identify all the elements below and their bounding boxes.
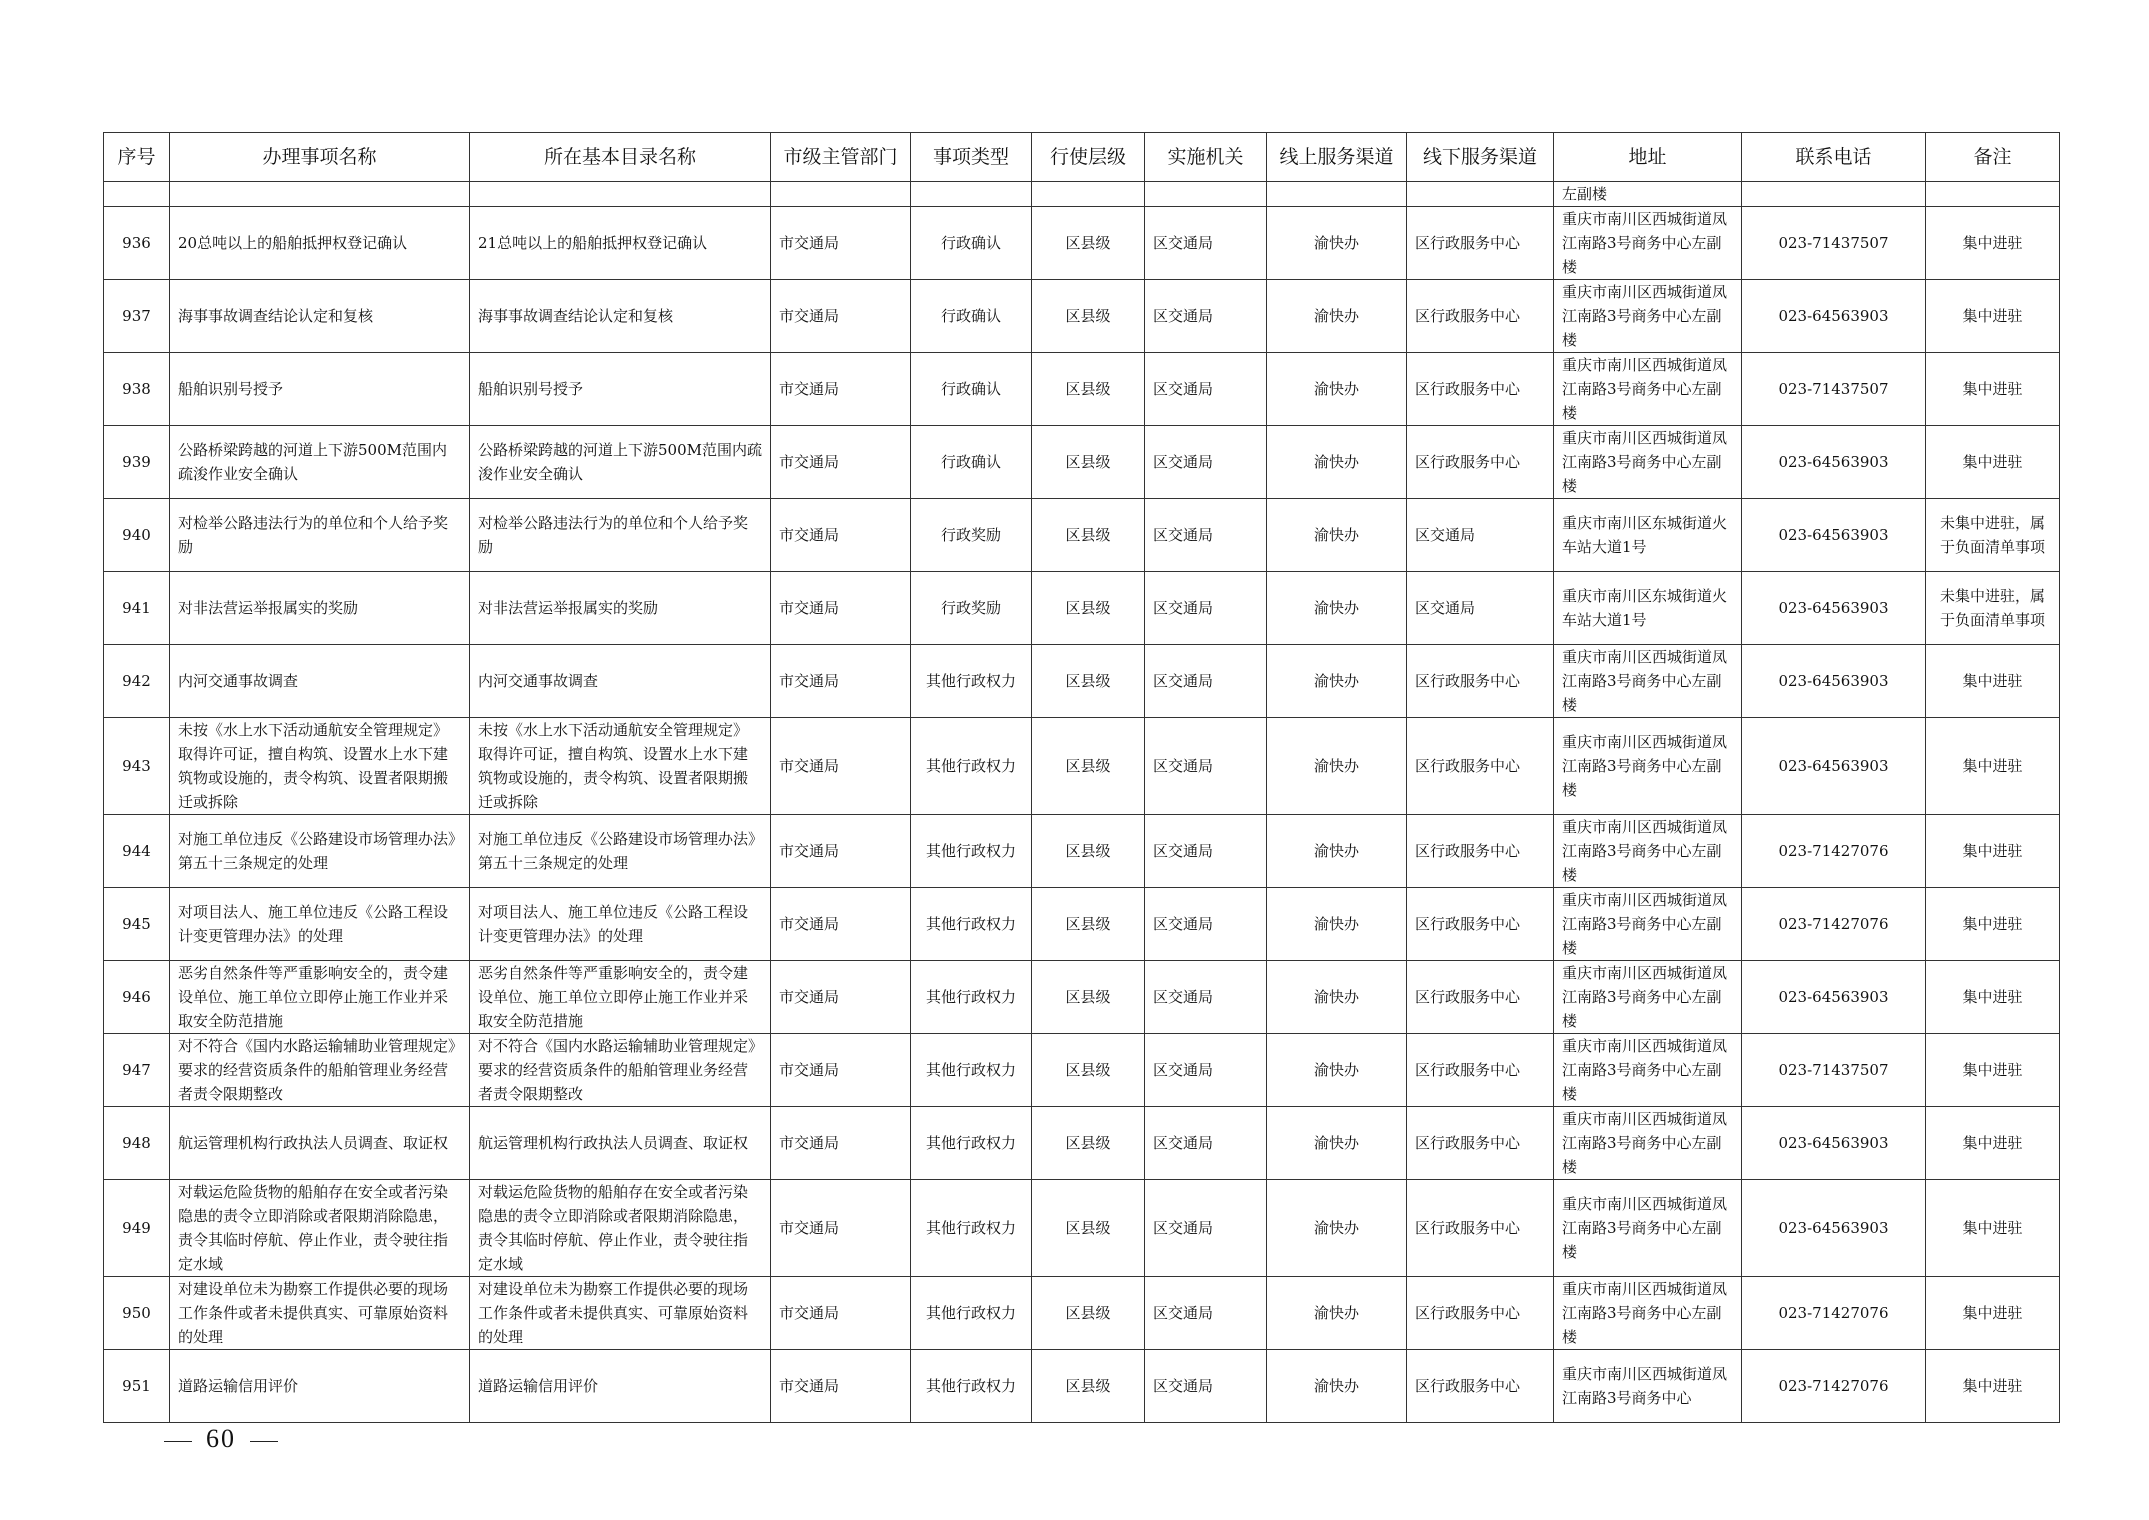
item-type-cell: 其他行政权力 bbox=[911, 1034, 1032, 1107]
table-row bbox=[104, 888, 2060, 961]
row-number-cell: 951 bbox=[104, 1350, 170, 1423]
table-row bbox=[104, 280, 2060, 353]
online-channel-cell: 渝快办 bbox=[1267, 1034, 1407, 1107]
item-name-cell: 未按《水上水下活动通航安全管理规定》取得许可证，擅自构筑、设置水上水下建筑物或设施的，责令构筑、设置者限期搬迁或拆除 bbox=[170, 718, 470, 815]
online-channel-cell: 渝快办 bbox=[1267, 645, 1407, 718]
catalog-name-cell: 道路运输信用评价 bbox=[470, 1350, 771, 1423]
row-number-cell: 944 bbox=[104, 815, 170, 888]
item-name-cell: 恶劣自然条件等严重影响安全的，责令建设单位、施工单位立即停止施工作业并采取安全防范措施 bbox=[170, 961, 470, 1034]
catalog-name-cell: 内河交通事故调查 bbox=[470, 645, 771, 718]
item-type-cell: 行政奖励 bbox=[911, 572, 1032, 645]
level-cell: 区县级 bbox=[1032, 572, 1145, 645]
level-cell: 区县级 bbox=[1032, 1277, 1145, 1350]
item-type-cell: 其他行政权力 bbox=[911, 718, 1032, 815]
department-cell: 市交通局 bbox=[771, 499, 911, 572]
item-name-cell: 海事事故调查结论认定和复核 bbox=[170, 280, 470, 353]
page-number bbox=[150, 1424, 292, 1454]
phone-cell: 023-64563903 bbox=[1742, 961, 1926, 1034]
dash-right bbox=[250, 1441, 278, 1442]
dash-left bbox=[164, 1441, 192, 1442]
header-cell: 备注 bbox=[1926, 133, 2060, 182]
table-row bbox=[104, 353, 2060, 426]
department-cell: 市交通局 bbox=[771, 961, 911, 1034]
online-channel-cell: 渝快办 bbox=[1267, 888, 1407, 961]
row-number-cell: 939 bbox=[104, 426, 170, 499]
online-channel-cell: 渝快办 bbox=[1267, 280, 1407, 353]
row-number-cell: 936 bbox=[104, 207, 170, 280]
note-cell: 集中进驻 bbox=[1926, 207, 2060, 280]
offline-channel-cell: 区行政服务中心 bbox=[1407, 426, 1554, 499]
address-cell: 重庆市南川区西城街道凤江南路3号商务中心左副楼 bbox=[1554, 280, 1742, 353]
department-cell: 市交通局 bbox=[771, 645, 911, 718]
phone-cell: 023-64563903 bbox=[1742, 1107, 1926, 1180]
phone-cell: 023-71437507 bbox=[1742, 207, 1926, 280]
table-row bbox=[104, 1350, 2060, 1423]
table-row bbox=[104, 1107, 2060, 1180]
catalog-name-cell: 对检举公路违法行为的单位和个人给予奖励 bbox=[470, 499, 771, 572]
agency-cell: 区交通局 bbox=[1145, 207, 1267, 280]
catalog-name-cell: 船舶识别号授予 bbox=[470, 353, 771, 426]
item-type-cell: 行政确认 bbox=[911, 353, 1032, 426]
department-cell: 市交通局 bbox=[771, 207, 911, 280]
document-page bbox=[103, 132, 2045, 1423]
catalog-name-cell: 海事事故调查结论认定和复核 bbox=[470, 280, 771, 353]
item-type-cell: 其他行政权力 bbox=[911, 1277, 1032, 1350]
table-row bbox=[104, 718, 2060, 815]
continuation-address: 左副楼 bbox=[1554, 182, 1742, 207]
online-channel-cell: 渝快办 bbox=[1267, 499, 1407, 572]
header-cell: 线下服务渠道 bbox=[1407, 133, 1554, 182]
offline-channel-cell: 区行政服务中心 bbox=[1407, 207, 1554, 280]
department-cell: 市交通局 bbox=[771, 1180, 911, 1277]
offline-channel-cell: 区行政服务中心 bbox=[1407, 1034, 1554, 1107]
item-name-cell: 对载运危险货物的船舶存在安全或者污染隐患的责令立即消除或者限期消除隐患，责令其临时停航、停止作业，责令驶往指定水域 bbox=[170, 1180, 470, 1277]
agency-cell: 区交通局 bbox=[1145, 426, 1267, 499]
offline-channel-cell: 区行政服务中心 bbox=[1407, 1180, 1554, 1277]
level-cell: 区县级 bbox=[1032, 718, 1145, 815]
department-cell: 市交通局 bbox=[771, 1034, 911, 1107]
level-cell: 区县级 bbox=[1032, 280, 1145, 353]
table-row bbox=[104, 207, 2060, 280]
agency-cell: 区交通局 bbox=[1145, 961, 1267, 1034]
header-cell: 联系电话 bbox=[1742, 133, 1926, 182]
level-cell: 区县级 bbox=[1032, 645, 1145, 718]
address-cell: 重庆市南川区东城街道火车站大道1号 bbox=[1554, 572, 1742, 645]
table-header-row bbox=[104, 133, 2060, 182]
note-cell: 集中进驻 bbox=[1926, 1277, 2060, 1350]
table-row bbox=[104, 961, 2060, 1034]
note-cell: 集中进驻 bbox=[1926, 645, 2060, 718]
address-cell: 重庆市南川区西城街道凤江南路3号商务中心左副楼 bbox=[1554, 1277, 1742, 1350]
address-cell: 重庆市南川区西城街道凤江南路3号商务中心左副楼 bbox=[1554, 426, 1742, 499]
phone-cell: 023-64563903 bbox=[1742, 499, 1926, 572]
agency-cell: 区交通局 bbox=[1145, 815, 1267, 888]
catalog-name-cell: 未按《水上水下活动通航安全管理规定》取得许可证，擅自构筑、设置水上水下建筑物或设施的，责令构筑、设置者限期搬迁或拆除 bbox=[470, 718, 771, 815]
online-channel-cell: 渝快办 bbox=[1267, 718, 1407, 815]
header-cell: 事项类型 bbox=[911, 133, 1032, 182]
note-cell: 集中进驻 bbox=[1926, 718, 2060, 815]
note-cell: 集中进驻 bbox=[1926, 1180, 2060, 1277]
online-channel-cell: 渝快办 bbox=[1267, 1107, 1407, 1180]
catalog-name-cell: 对不符合《国内水路运输辅助业管理规定》要求的经营资质条件的船舶管理业务经营者责令限期整改 bbox=[470, 1034, 771, 1107]
level-cell: 区县级 bbox=[1032, 1107, 1145, 1180]
matters-table bbox=[103, 132, 2060, 1423]
online-channel-cell: 渝快办 bbox=[1267, 815, 1407, 888]
agency-cell: 区交通局 bbox=[1145, 1107, 1267, 1180]
item-type-cell: 行政确认 bbox=[911, 426, 1032, 499]
address-cell: 重庆市南川区西城街道凤江南路3号商务中心左副楼 bbox=[1554, 1180, 1742, 1277]
offline-channel-cell: 区行政服务中心 bbox=[1407, 961, 1554, 1034]
note-cell: 集中进驻 bbox=[1926, 961, 2060, 1034]
note-cell: 集中进驻 bbox=[1926, 1107, 2060, 1180]
phone-cell: 023-64563903 bbox=[1742, 645, 1926, 718]
address-cell: 重庆市南川区东城街道火车站大道1号 bbox=[1554, 499, 1742, 572]
department-cell: 市交通局 bbox=[771, 353, 911, 426]
row-number-cell: 941 bbox=[104, 572, 170, 645]
item-type-cell: 其他行政权力 bbox=[911, 645, 1032, 718]
row-number-cell: 938 bbox=[104, 353, 170, 426]
offline-channel-cell: 区行政服务中心 bbox=[1407, 1350, 1554, 1423]
phone-cell: 023-64563903 bbox=[1742, 718, 1926, 815]
agency-cell: 区交通局 bbox=[1145, 1350, 1267, 1423]
phone-cell: 023-71427076 bbox=[1742, 888, 1926, 961]
note-cell: 集中进驻 bbox=[1926, 1350, 2060, 1423]
address-cell: 重庆市南川区西城街道凤江南路3号商务中心左副楼 bbox=[1554, 888, 1742, 961]
address-cell: 重庆市南川区西城街道凤江南路3号商务中心左副楼 bbox=[1554, 645, 1742, 718]
offline-channel-cell: 区交通局 bbox=[1407, 572, 1554, 645]
address-cell: 重庆市南川区西城街道凤江南路3号商务中心 bbox=[1554, 1350, 1742, 1423]
agency-cell: 区交通局 bbox=[1145, 353, 1267, 426]
row-number-cell: 949 bbox=[104, 1180, 170, 1277]
level-cell: 区县级 bbox=[1032, 815, 1145, 888]
department-cell: 市交通局 bbox=[771, 572, 911, 645]
address-cell: 重庆市南川区西城街道凤江南路3号商务中心左副楼 bbox=[1554, 1034, 1742, 1107]
agency-cell: 区交通局 bbox=[1145, 718, 1267, 815]
phone-cell: 023-71437507 bbox=[1742, 1034, 1926, 1107]
online-channel-cell: 渝快办 bbox=[1267, 572, 1407, 645]
header-cell: 序号 bbox=[104, 133, 170, 182]
catalog-name-cell: 公路桥梁跨越的河道上下游500M范围内疏浚作业安全确认 bbox=[470, 426, 771, 499]
offline-channel-cell: 区行政服务中心 bbox=[1407, 353, 1554, 426]
department-cell: 市交通局 bbox=[771, 280, 911, 353]
table-row bbox=[104, 1277, 2060, 1350]
item-name-cell: 20总吨以上的船舶抵押权登记确认 bbox=[170, 207, 470, 280]
header-cell: 所在基本目录名称 bbox=[470, 133, 771, 182]
level-cell: 区县级 bbox=[1032, 1350, 1145, 1423]
online-channel-cell: 渝快办 bbox=[1267, 1350, 1407, 1423]
catalog-name-cell: 对项目法人、施工单位违反《公路工程设计变更管理办法》的处理 bbox=[470, 888, 771, 961]
item-type-cell: 其他行政权力 bbox=[911, 1350, 1032, 1423]
offline-channel-cell: 区行政服务中心 bbox=[1407, 280, 1554, 353]
level-cell: 区县级 bbox=[1032, 499, 1145, 572]
phone-cell: 023-71427076 bbox=[1742, 1350, 1926, 1423]
row-number-cell: 943 bbox=[104, 718, 170, 815]
online-channel-cell: 渝快办 bbox=[1267, 207, 1407, 280]
item-name-cell: 航运管理机构行政执法人员调查、取证权 bbox=[170, 1107, 470, 1180]
offline-channel-cell: 区行政服务中心 bbox=[1407, 1277, 1554, 1350]
level-cell: 区县级 bbox=[1032, 207, 1145, 280]
item-type-cell: 其他行政权力 bbox=[911, 1107, 1032, 1180]
phone-cell: 023-64563903 bbox=[1742, 1180, 1926, 1277]
note-cell: 未集中进驻，属于负面清单事项 bbox=[1926, 572, 2060, 645]
offline-channel-cell: 区行政服务中心 bbox=[1407, 718, 1554, 815]
level-cell: 区县级 bbox=[1032, 353, 1145, 426]
item-type-cell: 其他行政权力 bbox=[911, 1180, 1032, 1277]
catalog-name-cell: 对非法营运举报属实的奖励 bbox=[470, 572, 771, 645]
header-cell: 行使层级 bbox=[1032, 133, 1145, 182]
catalog-name-cell: 21总吨以上的船舶抵押权登记确认 bbox=[470, 207, 771, 280]
row-number-cell: 937 bbox=[104, 280, 170, 353]
item-type-cell: 行政确认 bbox=[911, 280, 1032, 353]
offline-channel-cell: 区行政服务中心 bbox=[1407, 1107, 1554, 1180]
row-number-cell: 947 bbox=[104, 1034, 170, 1107]
catalog-name-cell: 对建设单位未为勘察工作提供必要的现场工作条件或者未提供真实、可靠原始资料的处理 bbox=[470, 1277, 771, 1350]
note-cell: 未集中进驻，属于负面清单事项 bbox=[1926, 499, 2060, 572]
note-cell: 集中进驻 bbox=[1926, 426, 2060, 499]
item-name-cell: 对非法营运举报属实的奖励 bbox=[170, 572, 470, 645]
item-name-cell: 道路运输信用评价 bbox=[170, 1350, 470, 1423]
item-name-cell: 船舶识别号授予 bbox=[170, 353, 470, 426]
row-number-cell: 946 bbox=[104, 961, 170, 1034]
offline-channel-cell: 区行政服务中心 bbox=[1407, 888, 1554, 961]
department-cell: 市交通局 bbox=[771, 815, 911, 888]
row-number-cell: 942 bbox=[104, 645, 170, 718]
offline-channel-cell: 区行政服务中心 bbox=[1407, 645, 1554, 718]
row-number-cell: 948 bbox=[104, 1107, 170, 1180]
table-row bbox=[104, 1180, 2060, 1277]
department-cell: 市交通局 bbox=[771, 888, 911, 961]
table-row bbox=[104, 1034, 2060, 1107]
agency-cell: 区交通局 bbox=[1145, 1180, 1267, 1277]
online-channel-cell: 渝快办 bbox=[1267, 1277, 1407, 1350]
address-cell: 重庆市南川区西城街道凤江南路3号商务中心左副楼 bbox=[1554, 353, 1742, 426]
online-channel-cell: 渝快办 bbox=[1267, 1180, 1407, 1277]
catalog-name-cell: 对施工单位违反《公路建设市场管理办法》第五十三条规定的处理 bbox=[470, 815, 771, 888]
catalog-name-cell: 恶劣自然条件等严重影响安全的，责令建设单位、施工单位立即停止施工作业并采取安全防范措施 bbox=[470, 961, 771, 1034]
level-cell: 区县级 bbox=[1032, 1034, 1145, 1107]
phone-cell: 023-64563903 bbox=[1742, 280, 1926, 353]
phone-cell: 023-64563903 bbox=[1742, 426, 1926, 499]
item-type-cell: 其他行政权力 bbox=[911, 815, 1032, 888]
item-name-cell: 对检举公路违法行为的单位和个人给予奖励 bbox=[170, 499, 470, 572]
item-name-cell: 公路桥梁跨越的河道上下游500M范围内疏浚作业安全确认 bbox=[170, 426, 470, 499]
header-cell: 办理事项名称 bbox=[170, 133, 470, 182]
address-cell: 重庆市南川区西城街道凤江南路3号商务中心左副楼 bbox=[1554, 815, 1742, 888]
department-cell: 市交通局 bbox=[771, 718, 911, 815]
item-name-cell: 对建设单位未为勘察工作提供必要的现场工作条件或者未提供真实、可靠原始资料的处理 bbox=[170, 1277, 470, 1350]
department-cell: 市交通局 bbox=[771, 1350, 911, 1423]
table-row bbox=[104, 499, 2060, 572]
table-row bbox=[104, 572, 2060, 645]
header-cell: 地址 bbox=[1554, 133, 1742, 182]
table-row bbox=[104, 645, 2060, 718]
catalog-name-cell: 对载运危险货物的船舶存在安全或者污染隐患的责令立即消除或者限期消除隐患，责令其临时停航、停止作业，责令驶往指定水域 bbox=[470, 1180, 771, 1277]
header-cell: 市级主管部门 bbox=[771, 133, 911, 182]
agency-cell: 区交通局 bbox=[1145, 572, 1267, 645]
offline-channel-cell: 区交通局 bbox=[1407, 499, 1554, 572]
offline-channel-cell: 区行政服务中心 bbox=[1407, 815, 1554, 888]
header-cell: 线上服务渠道 bbox=[1267, 133, 1407, 182]
address-cell: 重庆市南川区西城街道凤江南路3号商务中心左副楼 bbox=[1554, 718, 1742, 815]
continuation-row bbox=[104, 182, 2060, 207]
agency-cell: 区交通局 bbox=[1145, 499, 1267, 572]
level-cell: 区县级 bbox=[1032, 1180, 1145, 1277]
item-type-cell: 其他行政权力 bbox=[911, 961, 1032, 1034]
agency-cell: 区交通局 bbox=[1145, 645, 1267, 718]
note-cell: 集中进驻 bbox=[1926, 1034, 2060, 1107]
phone-cell: 023-71427076 bbox=[1742, 815, 1926, 888]
level-cell: 区县级 bbox=[1032, 426, 1145, 499]
item-name-cell: 内河交通事故调查 bbox=[170, 645, 470, 718]
online-channel-cell: 渝快办 bbox=[1267, 353, 1407, 426]
item-type-cell: 行政奖励 bbox=[911, 499, 1032, 572]
phone-cell: 023-64563903 bbox=[1742, 572, 1926, 645]
online-channel-cell: 渝快办 bbox=[1267, 426, 1407, 499]
item-name-cell: 对施工单位违反《公路建设市场管理办法》第五十三条规定的处理 bbox=[170, 815, 470, 888]
item-name-cell: 对项目法人、施工单位违反《公路工程设计变更管理办法》的处理 bbox=[170, 888, 470, 961]
row-number-cell: 945 bbox=[104, 888, 170, 961]
department-cell: 市交通局 bbox=[771, 426, 911, 499]
agency-cell: 区交通局 bbox=[1145, 280, 1267, 353]
table-row bbox=[104, 815, 2060, 888]
phone-cell: 023-71427076 bbox=[1742, 1277, 1926, 1350]
agency-cell: 区交通局 bbox=[1145, 1277, 1267, 1350]
row-number-cell: 950 bbox=[104, 1277, 170, 1350]
online-channel-cell: 渝快办 bbox=[1267, 961, 1407, 1034]
phone-cell: 023-71437507 bbox=[1742, 353, 1926, 426]
note-cell: 集中进驻 bbox=[1926, 815, 2060, 888]
address-cell: 重庆市南川区西城街道凤江南路3号商务中心左副楼 bbox=[1554, 207, 1742, 280]
agency-cell: 区交通局 bbox=[1145, 1034, 1267, 1107]
note-cell: 集中进驻 bbox=[1926, 888, 2060, 961]
note-cell: 集中进驻 bbox=[1926, 280, 2060, 353]
catalog-name-cell: 航运管理机构行政执法人员调查、取证权 bbox=[470, 1107, 771, 1180]
page-number-value: 60 bbox=[206, 1424, 236, 1453]
row-number-cell: 940 bbox=[104, 499, 170, 572]
item-type-cell: 行政确认 bbox=[911, 207, 1032, 280]
agency-cell: 区交通局 bbox=[1145, 888, 1267, 961]
level-cell: 区县级 bbox=[1032, 888, 1145, 961]
department-cell: 市交通局 bbox=[771, 1277, 911, 1350]
note-cell: 集中进驻 bbox=[1926, 353, 2060, 426]
address-cell: 重庆市南川区西城街道凤江南路3号商务中心左副楼 bbox=[1554, 961, 1742, 1034]
level-cell: 区县级 bbox=[1032, 961, 1145, 1034]
address-cell: 重庆市南川区西城街道凤江南路3号商务中心左副楼 bbox=[1554, 1107, 1742, 1180]
item-type-cell: 其他行政权力 bbox=[911, 888, 1032, 961]
department-cell: 市交通局 bbox=[771, 1107, 911, 1180]
item-name-cell: 对不符合《国内水路运输辅助业管理规定》要求的经营资质条件的船舶管理业务经营者责令限期整改 bbox=[170, 1034, 470, 1107]
header-cell: 实施机关 bbox=[1145, 133, 1267, 182]
table-row bbox=[104, 426, 2060, 499]
